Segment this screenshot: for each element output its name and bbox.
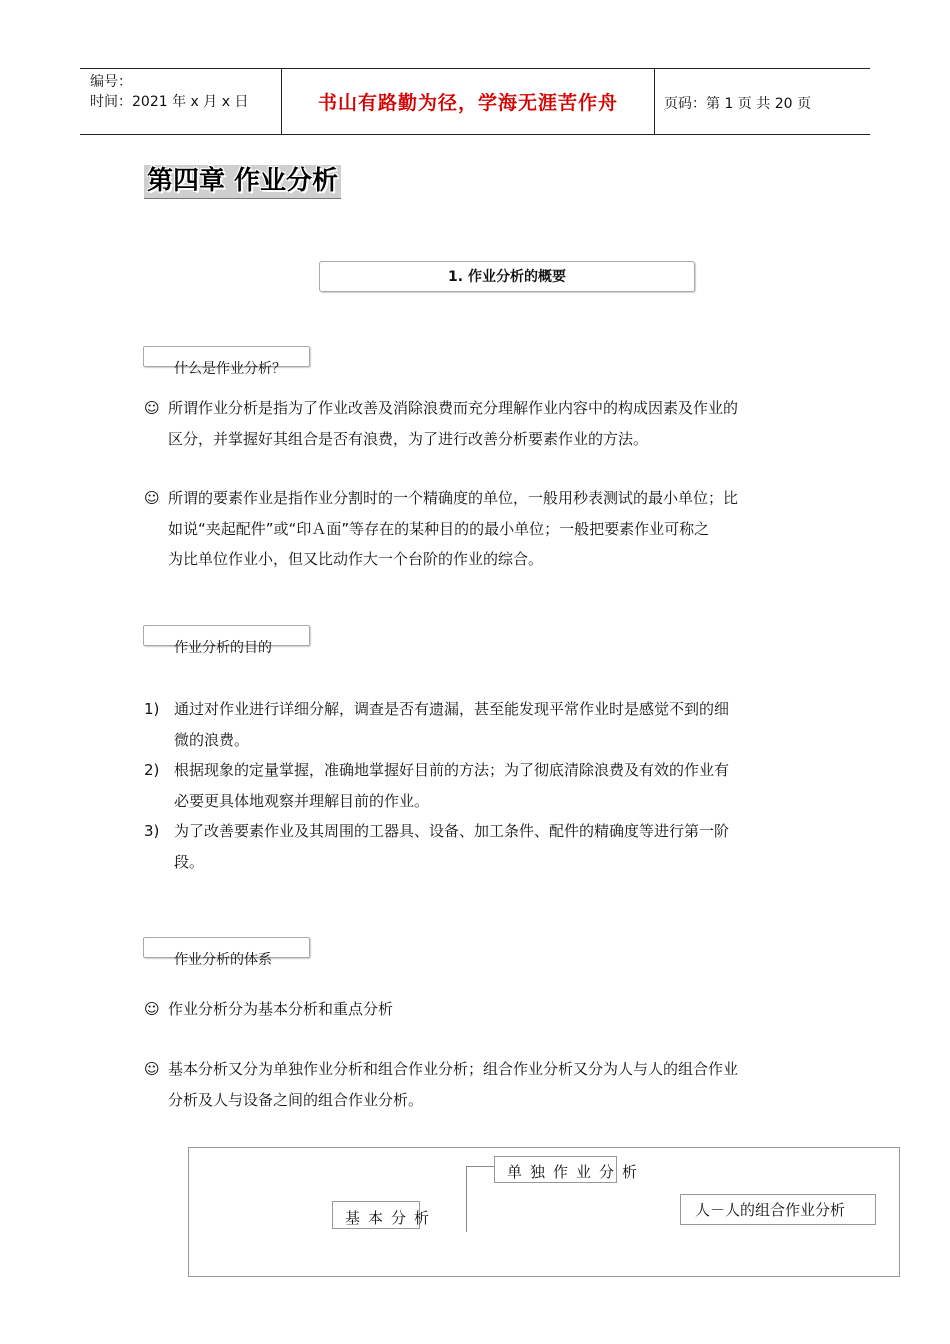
paragraph-definition: [144, 393, 812, 454]
list-item-cont: 微的浪费。: [174, 730, 250, 749]
list-item: 3) 为了改善要素作业及其周围的工器具、设备、加工条件、配件的精确度等进行第一阶: [144, 822, 730, 840]
diagram-node-people: 人－人的组合作业分析: [680, 1194, 876, 1225]
header-bottom-rule: [80, 134, 870, 135]
paragraph-line: 区分，并掌握好其组合是否有浪费，为了进行改善分析要素作业的方法。: [168, 429, 649, 448]
paragraph-line: 如说“夹起配件”或“印Ａ面”等存在的某种目的的最小单位；一般把要素作业可称之: [168, 519, 710, 538]
page-info: 页码：第 1 页 共 20 页: [664, 96, 811, 112]
header-top-rule: [80, 68, 870, 69]
purpose-list: [144, 694, 812, 877]
chapter-title: 第四章 作业分析: [144, 165, 341, 199]
subhead-purpose: [143, 625, 310, 656]
paragraph-line: 为比单位作业小，但又比动作大一个台阶的作业的综合。: [168, 550, 544, 568]
list-item-cont: 必要更具体地观察并理解目前的作业。: [174, 791, 430, 810]
subhead-text: 什么是作业分析？: [174, 361, 286, 377]
smiley-icon: ☺: [144, 1060, 160, 1078]
paragraph-line: 分析及人与设备之间的组合作业分析。: [168, 1090, 424, 1109]
motto: 书山有路勤为径，学海无涯苦作舟: [317, 92, 618, 114]
connector-line: [466, 1166, 467, 1232]
paragraph-system-1: [144, 994, 812, 1025]
paragraph-line: 所谓的要素作业是指作业分割时的一个精确度的单位，一般用秒表测试的最小单位；比: [168, 489, 739, 507]
smiley-icon: ☺: [144, 489, 160, 507]
subhead-text: 作业分析的体系: [174, 952, 272, 968]
section-title: 1. 作业分析的概要: [319, 261, 695, 292]
subhead-what-is: [143, 346, 310, 377]
paragraph-system-2: [144, 1054, 812, 1115]
diagram-node-single: 单独作业分析: [494, 1156, 617, 1183]
subhead-text: 作业分析的目的: [174, 640, 272, 656]
list-item-cont: 段。: [174, 852, 205, 871]
list-item: 1) 通过对作业进行详细分解，调查是否有遗漏，甚至能发现平常作业时是感觉不到的细: [144, 700, 730, 718]
paragraph-line: 作业分析分为基本分析和重点分析: [168, 1000, 394, 1018]
time-label: 时间：2021 年 x 月 x 日: [90, 94, 249, 110]
paragraph-line: 所谓作业分析是指为了作业改善及消除浪费而充分理解作业内容中的构成因素及作业的: [168, 399, 739, 417]
number-label: 编号：: [90, 74, 132, 90]
diagram-node-basic: 基本分析: [332, 1201, 420, 1229]
connector-line: [466, 1166, 494, 1167]
subhead-system: [143, 937, 310, 968]
list-item: 2) 根据现象的定量掌握，准确地掌握好目前的方法；为了彻底清除浪费及有效的作业有: [144, 761, 730, 779]
paragraph-line: 基本分析又分为单独作业分析和组合作业分析；组合作业分析又分为人与人的组合作业: [168, 1060, 739, 1078]
smiley-icon: ☺: [144, 1000, 160, 1018]
paragraph-element-work: [144, 483, 812, 575]
header-divider: [654, 68, 655, 135]
smiley-icon: ☺: [144, 399, 160, 417]
